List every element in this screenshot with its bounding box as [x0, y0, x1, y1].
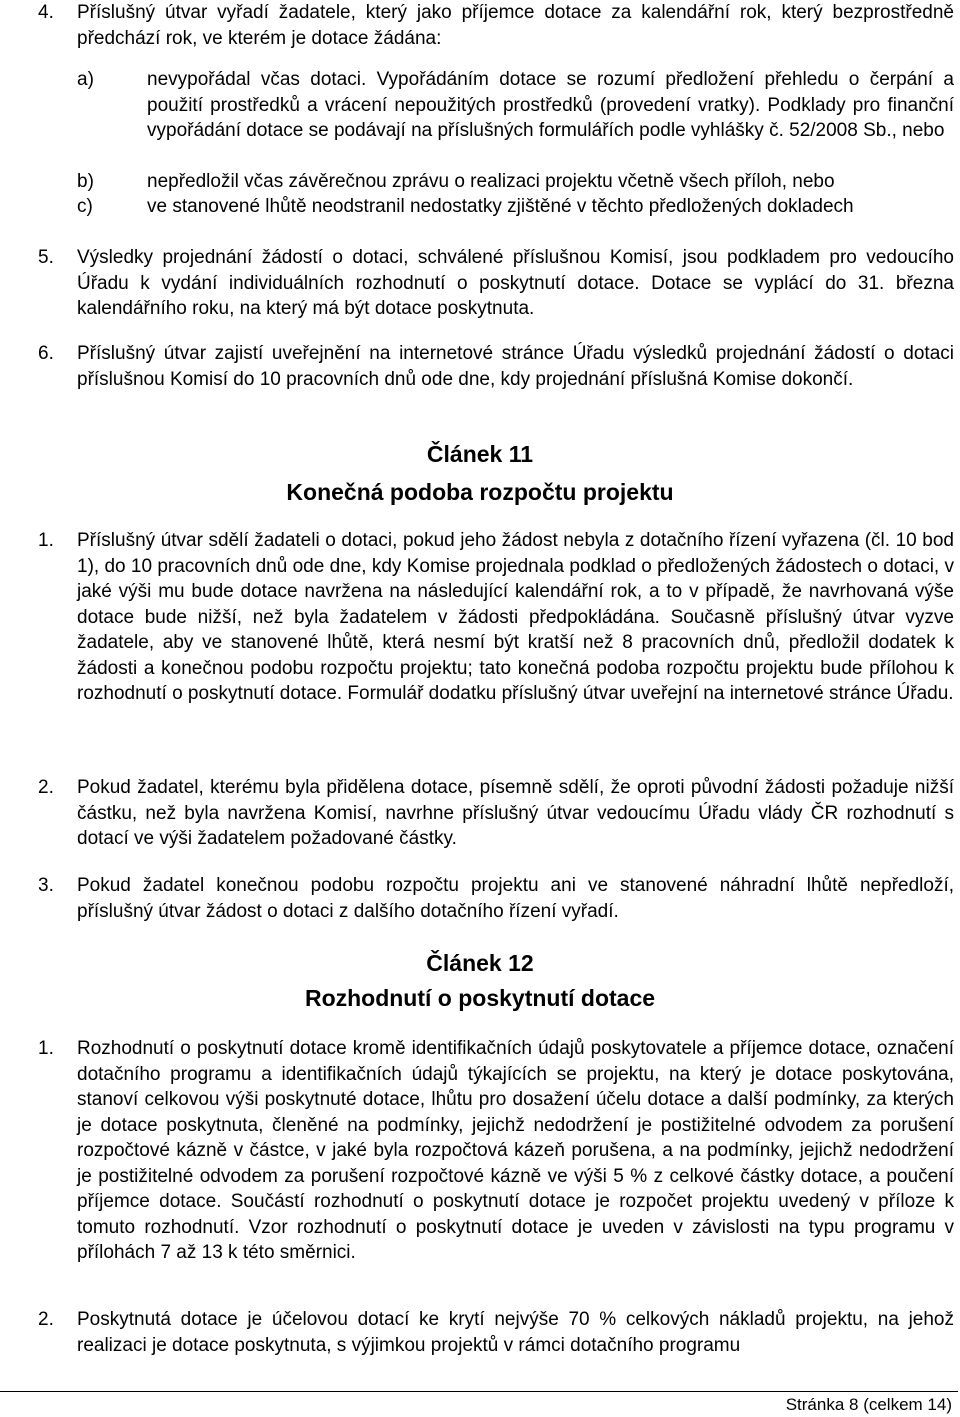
- article-11-paragraph-2: [38, 775, 954, 852]
- paragraph-number: 2.: [38, 1309, 54, 1330]
- article-11-paragraph-3: [38, 873, 954, 924]
- article-11-title: Konečná podoba rozpočtu projektu: [286, 479, 674, 505]
- paragraph-text: Příslušný útvar vyřadí žadatele, který jako příjemce dotace za kalendářní rok, který bezprostředně předchází rok, ve kterém je dotace žádána:: [77, 2, 954, 49]
- paragraph-6: [38, 341, 954, 392]
- paragraph-number: 2.: [38, 777, 54, 798]
- paragraph-number: 5.: [38, 247, 54, 268]
- paragraph-text: Pokud žadatel konečnou podobu rozpočtu projektu ani ve stanovené náhradní lhůtě nepředloží, příslušný útvar žádost o dotaci z dalšího dotačního řízení vyřadí.: [77, 875, 954, 922]
- paragraph-5: [38, 245, 954, 322]
- paragraph-text: Výsledky projednání žádostí o dotaci, schválené příslušnou Komisí, jsou podkladem pro vedoucího Úřadu k vydání individuálních rozhodnutí o poskytnutí dotace. Dotace se vyplácí do 31. března kalendářního roku, na který má být dotace poskytnuta.: [77, 247, 954, 319]
- sub-item-b: [77, 169, 954, 195]
- paragraph-number: 6.: [38, 343, 54, 364]
- paragraph-text: Poskytnutá dotace je účelovou dotací ke krytí nejvýše 70 % celkových nákladů projektu, na jehož realizaci je dotace poskytnuta, s výjimkou projektů v rámci dotačního programu: [77, 1309, 954, 1356]
- paragraph-number: 1.: [38, 1038, 54, 1059]
- sub-item-text: nepředložil včas závěrečnou zprávu o realizaci projektu včetně všech příloh, nebo: [147, 171, 835, 192]
- article-12-paragraph-1: [38, 1036, 954, 1266]
- sub-item-text: ve stanovené lhůtě neodstranil nedostatky zjištěné v těchto předložených dokladech: [147, 196, 854, 217]
- paragraph-number: 4.: [38, 2, 54, 23]
- paragraph-text: Rozhodnutí o poskytnutí dotace kromě identifikačních údajů poskytovatele a příjemce dotace, označení dotačního programu a identifikačních údajů týkajících se projektu, na který je dotace poskytována, stanoví celkovou výši poskytnuté dotace, lhůtu pro dosažení účelu dotace a další podmínky, za kterých je dotace poskytnuta, členěné na podmínky, jejichž nedodržení je postižitelné odvodem za porušení rozpočtové kázně v částce, v jaké byla rozpočtová kázeň porušena, a na podmínky, jejichž nedodržení je postižitelné odvodem za porušení rozpočtové kázně ve výši 5 % z celkové částky dotace, a poučení příjemce dotace. Součástí rozhodnutí o poskytnutí dotace je rozpočet projektu uvedený v příloze k tomuto rozhodnutí. Vzor rozhodnutí o poskytnutí dotace je uveden v závislosti na typu programu v přílohách 7 až 13 k této směrnici.: [77, 1038, 954, 1263]
- article-11-number: Článek 11: [426, 441, 534, 467]
- sub-item-label: c): [77, 196, 93, 217]
- footer-divider: [0, 1391, 958, 1392]
- sub-item-label: b): [77, 171, 94, 192]
- article-11-paragraph-1: [38, 528, 954, 707]
- paragraph-number: 3.: [38, 875, 54, 896]
- paragraph-text: Příslušný útvar sdělí žadateli o dotaci, pokud jeho žádost nebyla z dotačního řízení vyřazena (čl. 10 bod 1), do 10 pracovních dnů ode dne, kdy Komise projednala podklad o předložených žádostech o dotaci, v jaké výši mu bude dotace navržena na následující kalendářní rok, a to v případě, že navrhovaná výše dotace bude nižší, než byla žadatelem v žádosti předpokládána. Současně příslušný útvar vyzve žadatele, aby ve stanovené lhůtě, která nesmí být kratší než 8 pracovních dnů, předložil dodatek k žádosti a konečnou podobu rozpočtu projektu; tato konečná podoba rozpočtu projektu bude přílohou k rozhodnutí o poskytnutí dotace. Formulář dodatku příslušný útvar uveřejní na internetové stránce Úřadu.: [77, 530, 954, 704]
- paragraph-text: Pokud žadatel, kterému byla přidělena dotace, písemně sdělí, že oproti původní žádosti požaduje nižší částku, než byla navržena Komisí, navrhne příslušný útvar vedoucímu Úřadu vlády ČR rozhodnutí s dotací ve výši žadatelem požadované částky.: [77, 777, 954, 849]
- sub-item-a: [77, 67, 954, 144]
- sub-item-c: [77, 194, 954, 220]
- paragraph-4: [38, 0, 954, 51]
- sub-item-label: a): [77, 69, 94, 90]
- article-12-title: Rozhodnutí o poskytnutí dotace: [304, 985, 656, 1011]
- sub-item-text: nevypořádal včas dotaci. Vypořádáním dotace se rozumí předložení přehledu o čerpání a použití prostředků a vrácení nepoužitých prostředků (provedení vratky). Podklady pro finanční vypořádání dotace se podávají na příslušných formulářích podle vyhlášky č. 52/2008 Sb., nebo: [147, 69, 954, 141]
- article-12-number: Článek 12: [426, 950, 534, 976]
- page-number-label: Stránka 8 (celkem 14): [785, 1395, 952, 1414]
- paragraph-text: Příslušný útvar zajistí uveřejnění na internetové stránce Úřadu výsledků projednání žádostí o dotaci příslušnou Komisí do 10 pracovních dnů ode dne, kdy projednání příslušná Komise dokončí.: [77, 343, 954, 390]
- paragraph-number: 1.: [38, 530, 54, 551]
- article-12-paragraph-2: [38, 1307, 954, 1358]
